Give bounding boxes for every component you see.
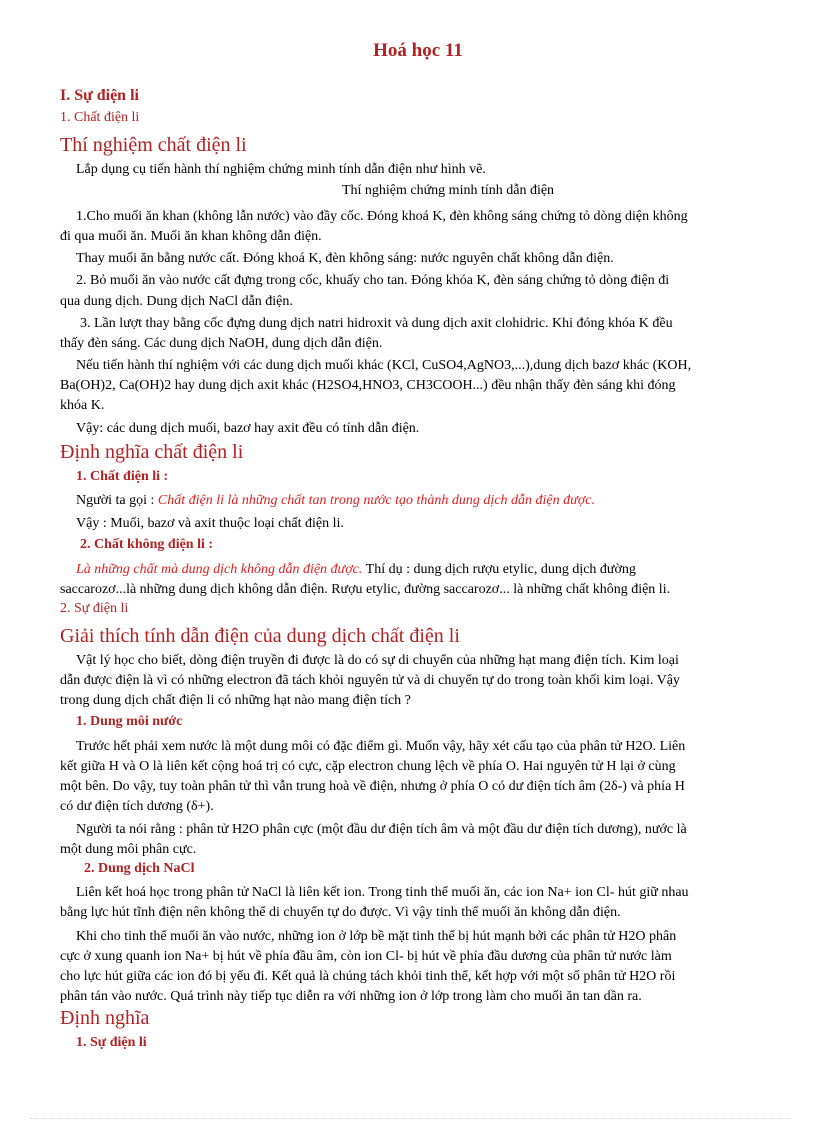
heading-explanation: Giải thích tính dẫn điện của dung dịch chất điện li bbox=[60, 625, 460, 647]
paragraph: Vậy : Muối, bazơ và axit thuộc loại chất điện li. bbox=[76, 516, 344, 531]
definition-text: Là những chất mà dung dịch không dẫn điện được. bbox=[76, 562, 363, 577]
paragraph bbox=[76, 559, 792, 580]
subsection-label: 1. Chất điện li bbox=[60, 110, 140, 125]
paragraph: 2. Bỏ muối ăn vào nước cất đựng trong cốc, khuấy cho tan. Đóng khóa K, đèn sáng chứng tỏ dòng điện đi bbox=[76, 273, 670, 288]
page-divider bbox=[30, 1118, 790, 1119]
paragraph: đi qua muối ăn. Muối ăn khan không dẫn điện. bbox=[60, 229, 322, 244]
paragraph: Ba(OH)2, Ca(OH)2 hay dung dịch axit khác (H2SO4,HNO3, CH3COOH...) đều nhận thấy đèn sáng khi đóng bbox=[60, 378, 676, 393]
paragraph: Liên kết hoá học trong phân tử NaCl là liên kết ion. Trong tinh thể muối ăn, các ion Na+ ion Cl- hút giữ nhau bbox=[76, 885, 689, 900]
subsection-label: 2. Sự điện li bbox=[60, 601, 129, 616]
paragraph: phân tán vào nước. Quá trình này tiếp tục diễn ra với những ion ở lớp trong làm cho muối ăn tan dần ra. bbox=[60, 989, 642, 1004]
subheading: 2. Dung dịch NaCl bbox=[84, 861, 195, 876]
definition-text: Chất điện li là những chất tan trong nước tạo thành dung dịch dẫn điện được. bbox=[157, 493, 595, 508]
paragraph: Vậy: các dung dịch muối, bazơ hay axit đều có tính dẫn điện. bbox=[76, 421, 420, 436]
paragraph: một bên. Do vậy, tuy toàn phân tử thì vẫn trung hoà về điện, nhưng ở phía O có dư điện tích âm (2δ-) và phía H bbox=[60, 779, 685, 794]
paragraph: Nếu tiến hành thí nghiệm với các dung dịch muối khác (KCl, CuSO4,AgNO3,...),dung dịch bazơ khác (KOH, bbox=[76, 358, 692, 373]
paragraph: có dư điện tích dương (δ+). bbox=[60, 799, 214, 814]
paragraph: Người ta nói rằng : phân tử H2O phân cực (một đầu dư điện tích âm và một đầu dư điện tích dương), nước là bbox=[76, 822, 687, 837]
paragraph bbox=[76, 490, 792, 511]
subheading: 1. Chất điện li : bbox=[76, 469, 169, 484]
paragraph: bằng lực hút tĩnh điện nên không thể di chuyển tự do được. Vì vậy tinh thể muối ăn không dẫn điện. bbox=[60, 905, 621, 920]
example-text: Thí dụ : dung dịch rượu etylic, dung dịch đường bbox=[362, 562, 636, 577]
paragraph: trong dung dịch chất điện li có những hạt nào mang điện tích ? bbox=[60, 693, 411, 708]
lead-text: Người ta gọi : bbox=[76, 493, 158, 508]
paragraph: Vật lý học cho biết, dòng điện truyền đi được là do có sự di chuyển của những hạt mang điện tích. Kim loại bbox=[76, 653, 679, 668]
paragraph: Trước hết phải xem nước là một dung môi có đặc điểm gì. Muốn vậy, hãy xét cấu tạo của phân tử H2O. Liên bbox=[76, 739, 686, 754]
paragraph: 1.Cho muối ăn khan (không lẫn nước) vào đầy cốc. Đóng khoá K, đèn không sáng chứng tỏ dòng diện không bbox=[76, 209, 688, 224]
heading-definition-2: Định nghĩa bbox=[60, 1007, 150, 1029]
figure-caption: Thí nghiệm chứng minh tính dẫn điện bbox=[341, 183, 555, 198]
paragraph: thấy đèn sáng. Các dung dịch NaOH, dung dịch dẫn điện. bbox=[60, 336, 383, 351]
paragraph: qua dung dịch. Dung dịch NaCl dẫn điện. bbox=[60, 294, 293, 309]
paragraph: kết giữa H và O là liên kết cộng hoá trị có cực, cặp electron chung lệch về phía O. Hai nguyên tử H lại ở cùng bbox=[60, 759, 676, 774]
page-title: Hoá học 11 bbox=[373, 40, 463, 61]
paragraph: 3. Lần lượt thay bằng cốc đựng dung dịch natri hidroxit và dung dịch axit clohidric. Khi đóng khóa K đều bbox=[80, 316, 673, 331]
paragraph: dẫn được điện là vì có những electron đã tách khỏi nguyên tử và di chuyển tự do trong toàn khối kim loại. Vậy bbox=[60, 673, 680, 688]
paragraph: Lắp dụng cụ tiến hành thí nghiệm chứng minh tính dẫn điện như hình vẽ. bbox=[76, 162, 486, 177]
paragraph: Khi cho tinh thể muối ăn vào nước, những ion ở lớp bề mặt tinh thể bị hút mạnh bởi các phân tử H2O phân bbox=[76, 929, 677, 944]
subheading: 1. Sự điện li bbox=[76, 1035, 147, 1050]
paragraph: cực ở xung quanh ion Na+ bị hút về phía đầu âm, còn ion Cl- bị hút về phía đầu dương của phân tử nước làm bbox=[60, 949, 672, 964]
heading-definition: Định nghĩa chất điện li bbox=[60, 441, 244, 463]
paragraph: khóa K. bbox=[60, 398, 105, 413]
paragraph: một dung môi phân cực. bbox=[60, 842, 197, 857]
subheading: 2. Chất không điện li : bbox=[80, 537, 214, 552]
subheading: 1. Dung môi nước bbox=[76, 714, 183, 729]
paragraph: saccarozơ...là những dung dịch không dẫn điện. Rượu etylic, đường saccarozơ... là những chất không điện li. bbox=[60, 582, 671, 597]
heading-experiment: Thí nghiệm chất điện li bbox=[60, 134, 247, 156]
section-heading: I. Sự điện li bbox=[60, 87, 139, 104]
paragraph: cho lực hút giữa các ion đó bị yếu đi. Kết quả là chúng tách khỏi tinh thể, kết hợp với một số phân tử H2O rồi bbox=[60, 969, 676, 984]
paragraph: Thay muối ăn bằng nước cất. Đóng khoá K, đèn không sáng: nước nguyên chất không dẫn điện. bbox=[76, 251, 614, 266]
